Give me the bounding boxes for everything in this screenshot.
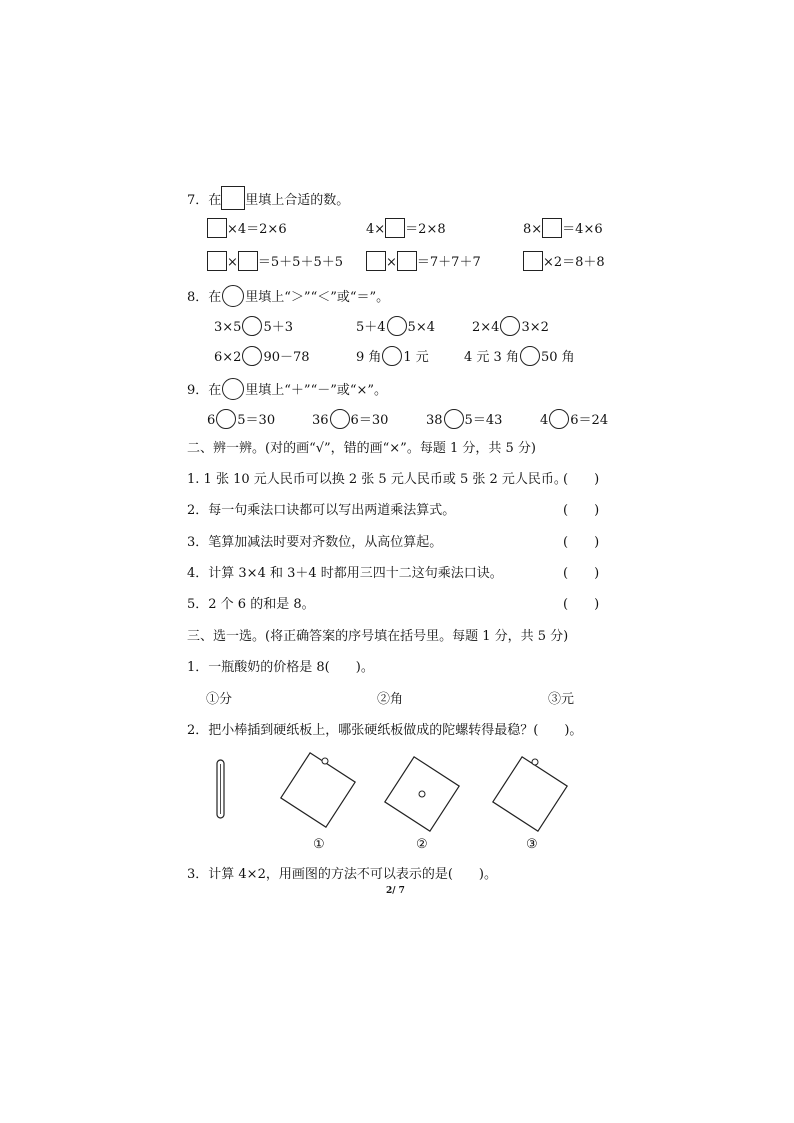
part3-heading: 三、选一选。(将正确答案的序号填在括号里。每题 1 分，共 5 分) — [187, 629, 569, 644]
answer-box[interactable] — [385, 218, 405, 238]
q8-cmp-1: 3×5 5＋3 — [214, 316, 293, 337]
q8-cmp-5: 9 角 1 元 — [356, 346, 429, 367]
q9-stem: 9．在 里填上“＋”“－”或“×”。 — [187, 378, 387, 400]
cardboard-option-2[interactable] — [380, 752, 464, 836]
q7-eq-5: × ＝7＋7＋7 — [366, 251, 481, 272]
cardboard-label-2: ② — [416, 837, 428, 852]
q8-cmp-3: 2×4 3×2 — [472, 316, 549, 337]
q8-stem: 8．在 里填上“＞”“＜”或“＝”。 — [187, 285, 389, 307]
answer-box[interactable] — [238, 251, 258, 271]
answer-circle[interactable] — [242, 316, 262, 336]
judge-answer-2[interactable]: ( ) — [563, 503, 600, 518]
page-number: 2/ 7 — [386, 886, 405, 896]
choice-q1-option-3[interactable]: ③元 — [548, 692, 575, 707]
choice-q1-stem: 1．一瓶酸奶的价格是 8( )。 — [187, 660, 374, 675]
answer-box[interactable] — [397, 251, 417, 271]
judge-answer-1[interactable]: ( ) — [563, 472, 600, 487]
judge-item-3: 3．笔算加减法时要对齐数位，从高位算起。 — [187, 535, 443, 550]
cardboard-label-3: ③ — [526, 837, 538, 852]
judge-item-4: 4．计算 3×4 和 3＋4 时都用三四十二这句乘法口诀。 — [187, 566, 503, 581]
q9-op-1: 6 5＝30 — [207, 409, 275, 430]
hole-marker — [322, 758, 328, 764]
choice-q1-option-2[interactable]: ②角 — [377, 692, 404, 707]
answer-circle[interactable] — [520, 346, 540, 366]
answer-circle[interactable] — [387, 316, 407, 336]
choice-q1-option-1[interactable]: ①分 — [206, 692, 233, 707]
answer-circle[interactable] — [500, 316, 520, 336]
judge-item-5: 5．2 个 6 的和是 8。 — [187, 597, 315, 612]
judge-item-1: 1. 1 张 10 元人民币可以换 2 张 5 元人民币或 5 张 2 元人民币。 — [187, 472, 567, 487]
q9-op-3: 38 5＝43 — [426, 409, 502, 430]
answer-circle[interactable] — [382, 346, 402, 366]
cardboard-option-3[interactable] — [488, 752, 572, 836]
q7-eq-3: 8× ＝4×6 — [523, 218, 603, 239]
answer-circle[interactable] — [222, 285, 244, 307]
choice-q3-stem: 3．计算 4×2，用画图的方法不可以表示的是( )。 — [187, 867, 497, 882]
q7-eq-2: 4× ＝2×8 — [366, 218, 446, 239]
q9-op-2: 36 6＝30 — [312, 409, 388, 430]
judge-item-2: 2．每一句乘法口诀都可以写出两道乘法算式。 — [187, 503, 456, 518]
answer-circle[interactable] — [222, 378, 244, 400]
cardboard-option-1[interactable] — [276, 748, 360, 832]
answer-circle[interactable] — [549, 409, 569, 429]
judge-answer-3[interactable]: ( ) — [563, 535, 600, 550]
answer-box[interactable] — [366, 251, 386, 271]
answer-box[interactable] — [523, 251, 543, 271]
q9-op-4: 4 6＝24 — [540, 409, 608, 430]
answer-box[interactable] — [207, 251, 227, 271]
q7-eq-1: ×4＝2×6 — [207, 218, 287, 239]
judge-answer-4[interactable]: ( ) — [563, 566, 600, 581]
cardboard-label-1: ① — [313, 837, 325, 852]
q7-eq-4: × ＝5＋5＋5＋5 — [207, 251, 343, 272]
answer-circle[interactable] — [330, 409, 350, 429]
cardboard-square — [485, 749, 575, 839]
q8-cmp-2: 5＋4 5×4 — [356, 316, 435, 337]
answer-circle[interactable] — [216, 409, 236, 429]
answer-circle[interactable] — [444, 409, 464, 429]
answer-box[interactable] — [221, 186, 245, 210]
hole-marker — [419, 791, 425, 797]
answer-box[interactable] — [542, 218, 562, 238]
judge-answer-5[interactable]: ( ) — [563, 597, 600, 612]
answer-box[interactable] — [207, 218, 227, 238]
q8-cmp-6: 4 元 3 角 50 角 — [464, 346, 575, 367]
choice-q2-stem: 2．把小棒插到硬纸板上，哪张硬纸板做成的陀螺转得最稳？( )。 — [187, 723, 583, 738]
cardboard-square — [273, 745, 363, 835]
part2-heading: 二、辨一辨。(对的画“√”，错的画“×”。每题 1 分，共 5 分) — [187, 441, 536, 456]
answer-circle[interactable] — [242, 346, 262, 366]
stick-figure — [215, 758, 229, 822]
q8-cmp-4: 6×2 90－78 — [214, 346, 310, 367]
q7-stem: 7．在 里填上合适的数。 — [187, 186, 349, 210]
q7-eq-6: ×2＝8＋8 — [523, 251, 605, 272]
hole-marker — [532, 759, 538, 765]
